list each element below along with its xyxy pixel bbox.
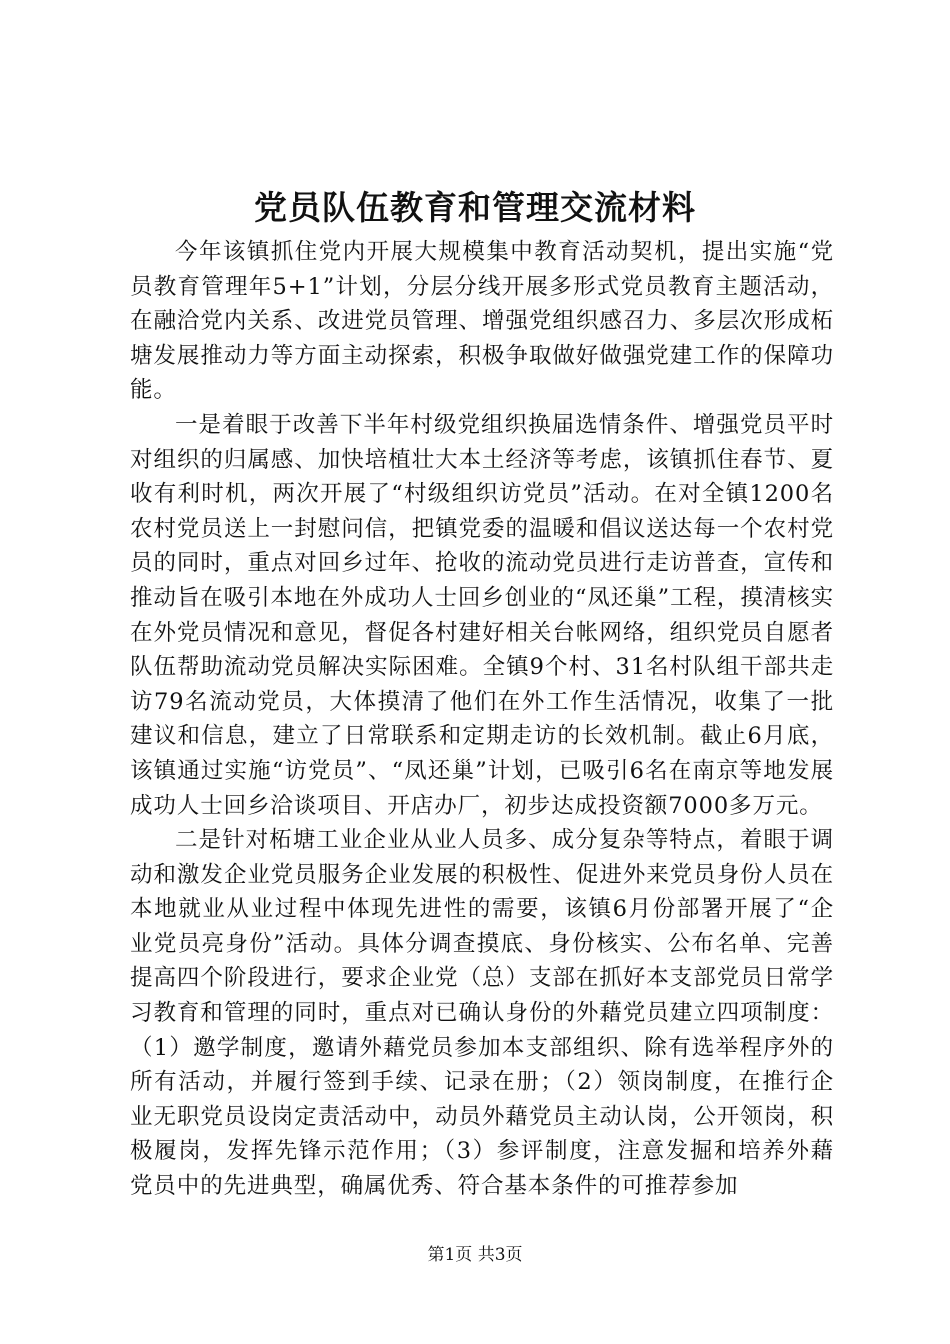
document-body <box>130 235 834 1204</box>
document-title: 党员队伍教育和管理交流材料 <box>254 188 696 227</box>
page-number-footer: 第1页 共3页 <box>427 1245 523 1265</box>
paragraph-point-one: 一是着眼于改善下半年村级党组织换届选情条件、增强党员平时对组织的归属感、加快培植壮大本土经济等考虑，该镇抓住春节、夏收有利时机，两次开展了“村级组织访党员”活动。在对全镇1200名农村党员送上一封慰问信，把镇党委的温暖和倡议送达每一个农村党员的同时，重点对回乡过年、抢收的流动党员进行走访普查，宣传和推动旨在吸引本地在外成功人士回乡创业的“凤还巢”工程，摸清核实在外党员情况和意见，督促各村建好相关台帐网络，组织党员自愿者队伍帮助流动党员解决实际困难。全镇9个村、31名村队组干部共走访79名流动党员，大体摸清了他们在外工作生活情况，收集了一批建议和信息，建立了日常联系和定期走访的长效机制。截止6月底，该镇通过实施“访党员”、“凤还巢”计划，已吸引6名在南京等地发展成功人士回乡洽谈项目、开店办厂，初步达成投资额7000多万元。 <box>130 411 834 819</box>
paragraph-intro: 今年该镇抓住党内开展大规模集中教育活动契机，提出实施“党员教育管理年5+1”计划，分层分线开展多形式党员教育主题活动，在融洽党内关系、改进党员管理、增强党组织感召力、多层次形成柘塘发展推动力等方面主动探索，积极争取做好做强党建工作的保障功能。 <box>130 239 834 404</box>
paragraph-point-two: 二是针对柘塘工业企业从业人员多、成分复杂等特点，着眼于调动和激发企业党员服务企业发展的积极性、促进外来党员身份人员在本地就业从业过程中体现先进性的需要，该镇6月份部署开展了“企业党员亮身份”活动。具体分调查摸底、身份核实、公布名单、完善提高四个阶段进行，要求企业党（总）支部在抓好本支部党员日常学习教育和管理的同时，重点对已确认身份的外藉党员建立四项制度：（1）邀学制度，邀请外藉党员参加本支部组织、除有选举程序外的所有活动，并履行签到手续、记录在册；（2）领岗制度，在推行企业无职党员设岗定责活动中，动员外藉党员主动认岗，公开领岗，积极履岗，发挥先锋示范作用；（3）参评制度，注意发掘和培养外藉党员中的先进典型，确属优秀、符合基本条件的可推荐参加 <box>130 827 834 1200</box>
